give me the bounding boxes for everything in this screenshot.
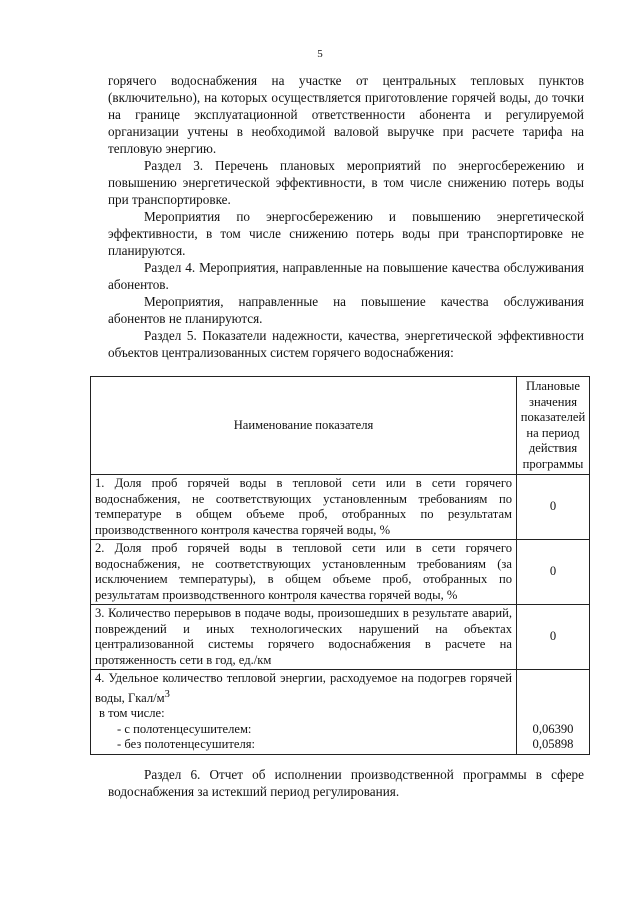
table-header-row	[91, 377, 590, 475]
row-value: 0	[517, 605, 590, 670]
section3-body: Мероприятия по энергосбережению и повышению энергетической эффективности, в том числе снижению потерь воды при транспортировке не планируются.	[108, 209, 584, 258]
row-value: 0	[517, 540, 590, 605]
table-row	[91, 605, 590, 670]
row-value: 0	[517, 475, 590, 540]
row4-value-cell	[517, 670, 590, 755]
header-name: Наименование показателя	[91, 377, 517, 475]
row4-including: в том числе:	[99, 706, 165, 721]
row4-sub1-label: - с полотенцесушителем:	[117, 721, 252, 736]
row4-sub1-value: 0,06390	[532, 721, 574, 736]
section3-title: Раздел 3. Перечень плановых мероприятий по энергосбережению и повышению энергетической эффективности, в том числе снижению потерь воды при транспортировке.	[108, 158, 584, 207]
table-row	[91, 475, 590, 540]
section5-title: Раздел 5. Показатели надежности, качества, энергетической эффективности объектов централизованных систем горячего водоснабжения:	[108, 328, 584, 360]
intro-paragraph: горячего водоснабжения на участке от центральных тепловых пунктов (включительно), на которых осуществляется приготовление горячей воды, до точки на границе эксплуатационной ответственности абонента и регулируемой организации учтены в необходимой валовой выручке при расчете тарифа на тепловую энергию.	[108, 73, 584, 156]
row-name: 2. Доля проб горячей воды в тепловой сети или в сети горячего водоснабжения, не соответствующих установленным требованиям (за исключением температуры), в общем объеме проб, отобранных по результатам производственного контроля качества горячей воды, %	[91, 540, 517, 605]
section4-body: Мероприятия, направленные на повышение качества обслуживания абонентов не планируются.	[108, 294, 584, 326]
page-number: 5	[317, 48, 323, 60]
row4-sub2-value: 0,05898	[532, 737, 574, 752]
section6-block	[108, 766, 584, 800]
row-name: 1. Доля проб горячей воды в тепловой сети или в сети горячего водоснабжения, не соответствующих установленным требованиям по температуре в общем объеме проб, отобранных по результатам производственного контроля качества горячей воды, %	[91, 475, 517, 540]
row4-sub2-label: - без полотенцесушителя:	[117, 737, 256, 752]
table-row	[91, 540, 590, 605]
row-name: 3. Количество перерывов в подаче воды, произошедших в результате аварий, повреждений и иных технологических нарушений на объектах централизованной системы горячего водоснабжения в расчете на протяженность сети в год, ед./км	[91, 605, 517, 670]
indicators-table	[90, 376, 590, 755]
section6-title: Раздел 6. Отчет об исполнении производственной программы в сфере водоснабжения за истекший период регулирования.	[108, 767, 584, 799]
table-row	[91, 670, 590, 755]
section4-title: Раздел 4. Мероприятия, направленные на повышение качества обслуживания абонентов.	[108, 260, 584, 292]
row4-name-cell	[91, 670, 517, 755]
row4-name: 4. Удельное количество тепловой энергии, расходуемое на подогрев горячей воды, Гкал/м	[95, 671, 512, 705]
row4-superscript: 3	[164, 688, 170, 700]
document-body	[108, 72, 584, 361]
header-value: Плановые значения показателей на период действия программы	[517, 377, 590, 475]
